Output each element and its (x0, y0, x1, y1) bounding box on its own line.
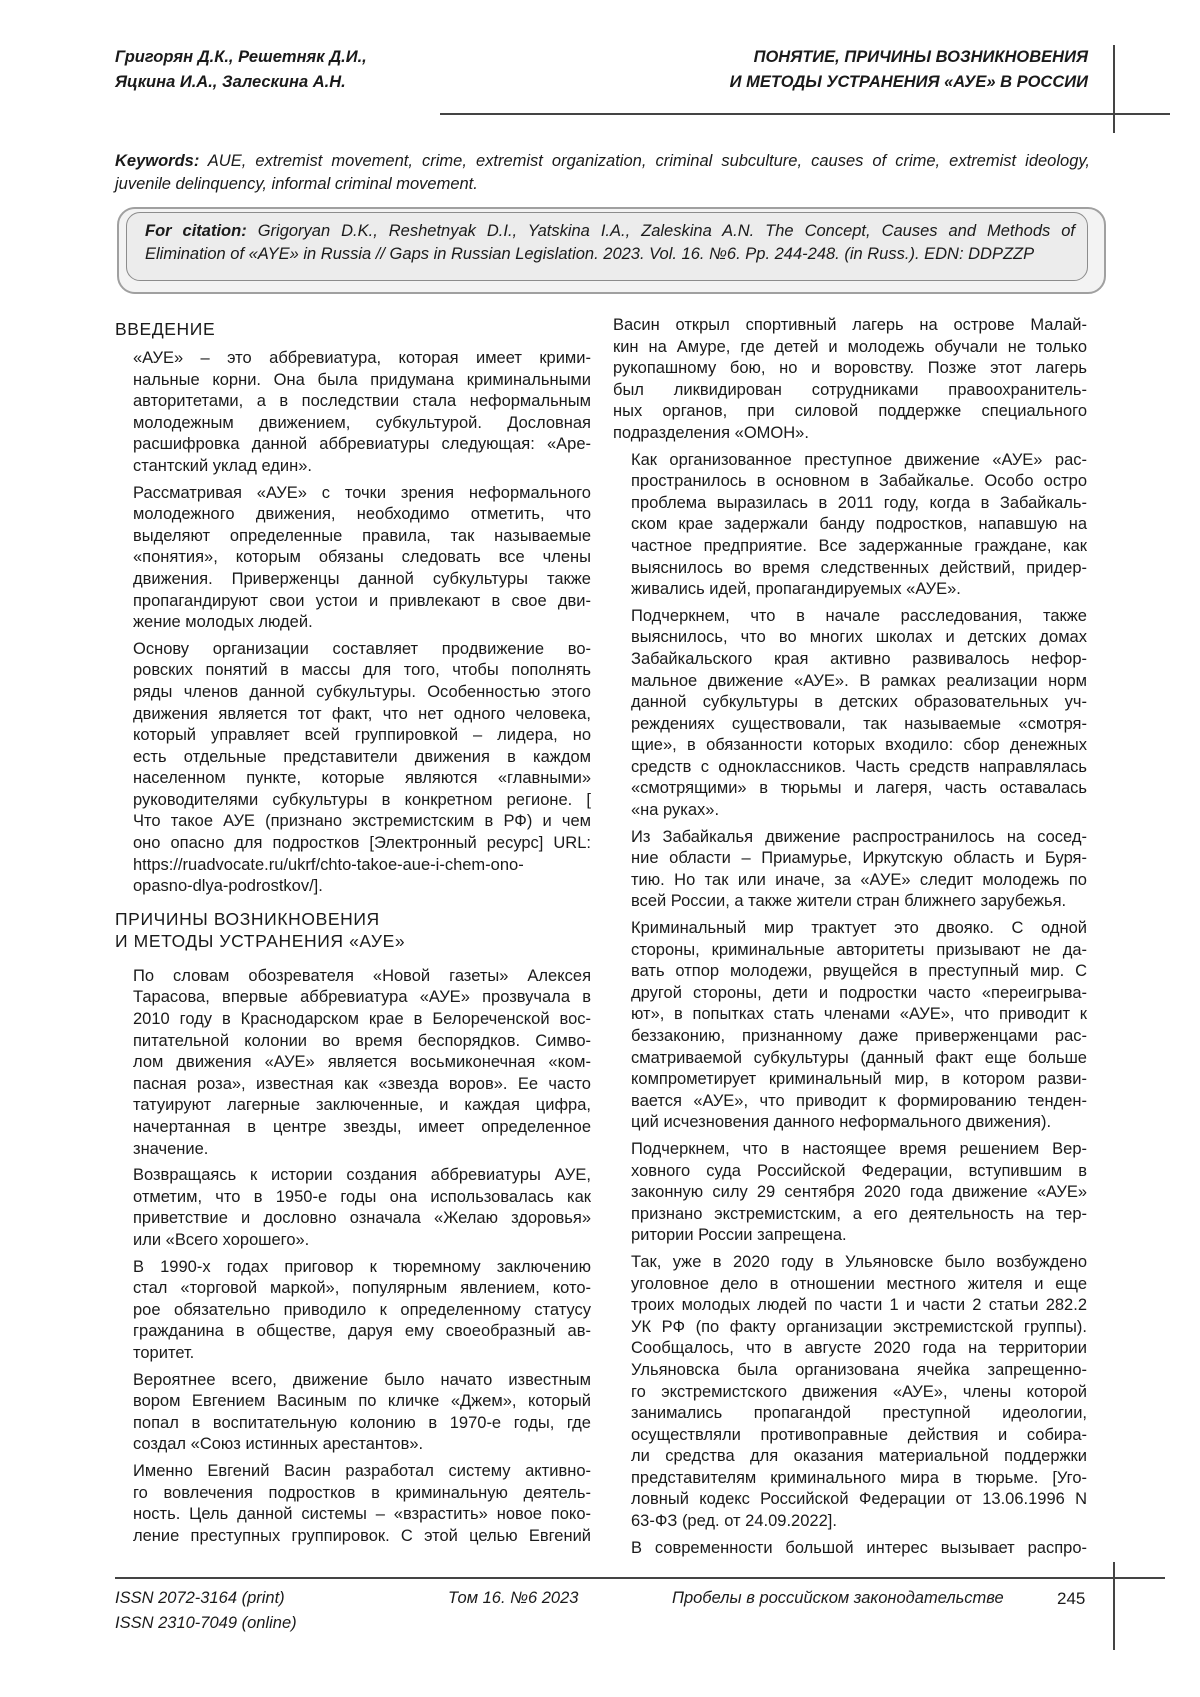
footer-horizontal-rule (115, 1577, 1165, 1579)
issn-online: ISSN 2310-7049 (online) (115, 1614, 297, 1632)
paragraph: «АУЕ» – это аббревиатура, которая имеет крими- нальные корни. Она была придумана криминальными авторитетами, а в последствии стала неформальным молодежным движением, субкультурой. Дословная расшифровка данной аббревиатуры следующая: «Аре- стантский уклад един». (133, 349, 591, 475)
paragraph: Рассматривая «АУЕ» с точки зрения неформального молодежного движения, необходимо отметить, что выделяют определенные правила, так называемые «понятия», которым обязаны следовать все члены движения. Приверженцы данной субкультуры также пропагандируют свои устои и привлекают в свое дви- жение молодых людей. (133, 483, 591, 632)
paragraph: Возвращаясь к истории создания аббревиатуры АУЕ, отметим, что в 1950-е годы она использовалась как приветствие и дословно означала «Желаю здоровья» или «Всего хорошего». (133, 1166, 591, 1249)
heading-causes: ПРИЧИНЫ ВОЗНИКНОВЕНИЯ И МЕТОДЫ УСТРАНЕНИЯ «АУЕ» (115, 908, 406, 951)
paragraph: Из Забайкалья движение распространилось на сосед- ние области – Приамурье, Иркутскую область и Буря- тию. Но так или иначе, за «АУЕ» следит молодежь по всей России, а также жители стран ближнего зарубежья. (631, 827, 1087, 911)
paragraph: В современности большой интерес вызывает распро- (631, 1538, 1087, 1557)
paragraph: Именно Евгений Васин разработал систему активно- го вовлечения подростков в криминальную деятель- ность. Цель данной системы – «взрастить» новое поко- ление преступных группировок. С этой целью Евгений (133, 1461, 591, 1545)
citation-line-1: For citation: Grigoryan D.K., Reshetnyak D.I., Yatskina I.A., Zaleskina A.N. The Concept, Causes and Methods of (145, 222, 1076, 240)
paragraph: Васин открыл спортивный лагерь на острове Малай- кин на Амуре, где детей и молодежь обучали не только рукопашному бою, но и воровству. Позже этот лагерь был ликвидирован сотрудниками правоохранитель- ных органов, при силовой поддержке специального подразделения «ОМОН». (613, 316, 1087, 442)
paragraph: Вероятнее всего, движение было начато известным вором Евгением Васиным по кличке «Джем», который попал в воспитательную колонию в 1970-е годы, где создал «Союз истинных арестантов». (133, 1370, 591, 1454)
heading-introduction: ВВЕДЕНИЕ (115, 319, 216, 339)
header-horizontal-rule (440, 113, 1170, 115)
citation (145, 220, 1075, 266)
issn-block (115, 1586, 297, 1636)
authors (115, 45, 367, 95)
paragraph: Подчеркнем, что в начале расследования, также выяснилось, что во многих школах и детских домах Забайкальского края активно развивалось нефор- мальное движение «АУЕ». В рамках реализации норм данной субкультуры в детских образовательных уч- реждениях существовали, так называемые «смотря- щие», в обязанности которых входило: сбор денежных средств с одноклассников. Часть средств направлялась «смотрящими» в тюрьмы и лагеря, часть оставалась «на руках». (631, 606, 1087, 820)
paragraph: Так, уже в 2020 году в Ульяновске было возбуждено уголовное дело в отношении местного жителя и еще троих молодых людей по части 1 и части 2 статьи 282.2 УК РФ (по факту организации экстремистской группы). Сообщалось, что в августе 2020 года на территории Ульяновска была организована ячейка запрещенно- го экстремистского движения «АУЕ», члены которой занимались пропагандой преступной идеологии, осуществляли противоправные действия и собира- ли средства для оказания материальной поддержки представителям криминального мира в тюрьме. [Уго- ловный кодекс Российской Федерации от 13.06.1996 N 63-ФЗ (ред. от 24.09.2022]. (631, 1252, 1087, 1531)
page-number: 245 (1057, 1589, 1086, 1608)
keywords-text: AUE, extremist movement, crime, extremist organization, criminal subculture, causes of crime, extremist ideology, juvenile delinquency, informal criminal movement. (115, 152, 1090, 193)
issn-print: ISSN 2072-3164 (print) (115, 1589, 285, 1607)
header-vertical-rule (1113, 45, 1115, 133)
paragraph: В 1990-х годах приговор к тюремному заключению стал «торговой маркой», популярным явлением, кото- рое обязательно приводило к определенному статусу гражданина в обществе, даруя ему своеобразный ав- торитет. (133, 1257, 591, 1362)
running-title (730, 45, 1088, 95)
running-title-line-1: ПОНЯТИЕ, ПРИЧИНЫ ВОЗНИКНОВЕНИЯ (753, 48, 1088, 66)
left-column (115, 318, 591, 1547)
citation-label: For citation: (145, 222, 247, 240)
keywords-label: Keywords: (115, 152, 200, 170)
volume-issue: Том 16. №6 2023 (448, 1589, 579, 1607)
paragraph: Криминальный мир трактует это двояко. С одной стороны, криминальные авторитеты призывают не да- вать отпор молодежи, рвущейся в преступный мир. С другой стороны, дети и подростки часто «переигрыва- ют», в попытках стать членами «АУЕ», что приводит к беззаконию, признанному даже приверженцами рас- сматриваемой субкультуры (данный факт еще больше компрометирует криминальный мир, в котором разви- вается «АУЕ», что приводит к формированию тенден- ций исчезновения данного неформального движения). (631, 919, 1087, 1132)
paragraph: По словам обозревателя «Новой газеты» Алексея Тарасова, впервые аббревиатура «АУЕ» прозвучала в 2010 году в Краснодарском крае в Белореченской вос- питательной колонии во время беспорядков. Симво- лом движения «АУЕ» является восьмиконечная «ком- пасная роза», известная как «звезда воров». Ее часто татуируют лагерные заключенные, и каждая цифра, начертанная в центре звезды, имеет определенное значение. (133, 966, 591, 1158)
footer-vertical-rule (1113, 1562, 1115, 1650)
authors-line-1: Григорян Д.К., Решетняк Д.И., (115, 48, 367, 66)
paragraph: Основу организации составляет продвижение во- ровских понятий в массы для того, чтобы пополнять ряды членов данной субкультуры. Особенностью этого движения является тот факт, что нет одного человека, который управляет всей группировкой – лидера, но есть отдельные представители движения в каждом населенном пункте, которые являются «главными» руководителями субкультуры в конкретном регионе. [ Что такое АУЕ (признано экстремистским в РФ) и чем оно опасно для подростков [Электронный ресурс] URL: https://ruadvocate.ru/ukrf/chto-takoe-aue-i-chem-ono- opasno-dlya-podrostkov/]. (133, 639, 591, 896)
authors-line-2: Яцкина И.А., Залескина А.Н. (115, 73, 346, 91)
right-column (613, 315, 1087, 1559)
journal-name: Пробелы в российском законодательстве (672, 1589, 1004, 1607)
paragraph: Как организованное преступное движение «АУЕ» рас- пространилось в основном в Забайкалье. Особо остро проблема выразилась в 2011 году, когда в Забайкаль- ском крае задержали банду подростков, напавшую на частное предприятие. Все задержанные граждане, как выяснилось во время следственных действий, придер- живались идей, пропагандируемых «АУЕ». (631, 450, 1087, 599)
keywords (115, 150, 1090, 196)
citation-line-2: Elimination of «AYE» in Russia // Gaps in Russian Legislation. 2023. Vol. 16. №6. Pp. 244-248. (in Russ.). EDN: DDPZZP (145, 245, 1035, 263)
running-title-line-2: И МЕТОДЫ УСТРАНЕНИЯ «АУЕ» В РОССИИ (729, 73, 1088, 91)
paragraph: Подчеркнем, что в настоящее время решением Вер- ховного суда Российской Федерации, вступившим в законную силу 29 сентября 2020 года движение «АУЕ» признано экстремистским, а его деятельность на тер- ритории России запрещена. (631, 1139, 1087, 1245)
